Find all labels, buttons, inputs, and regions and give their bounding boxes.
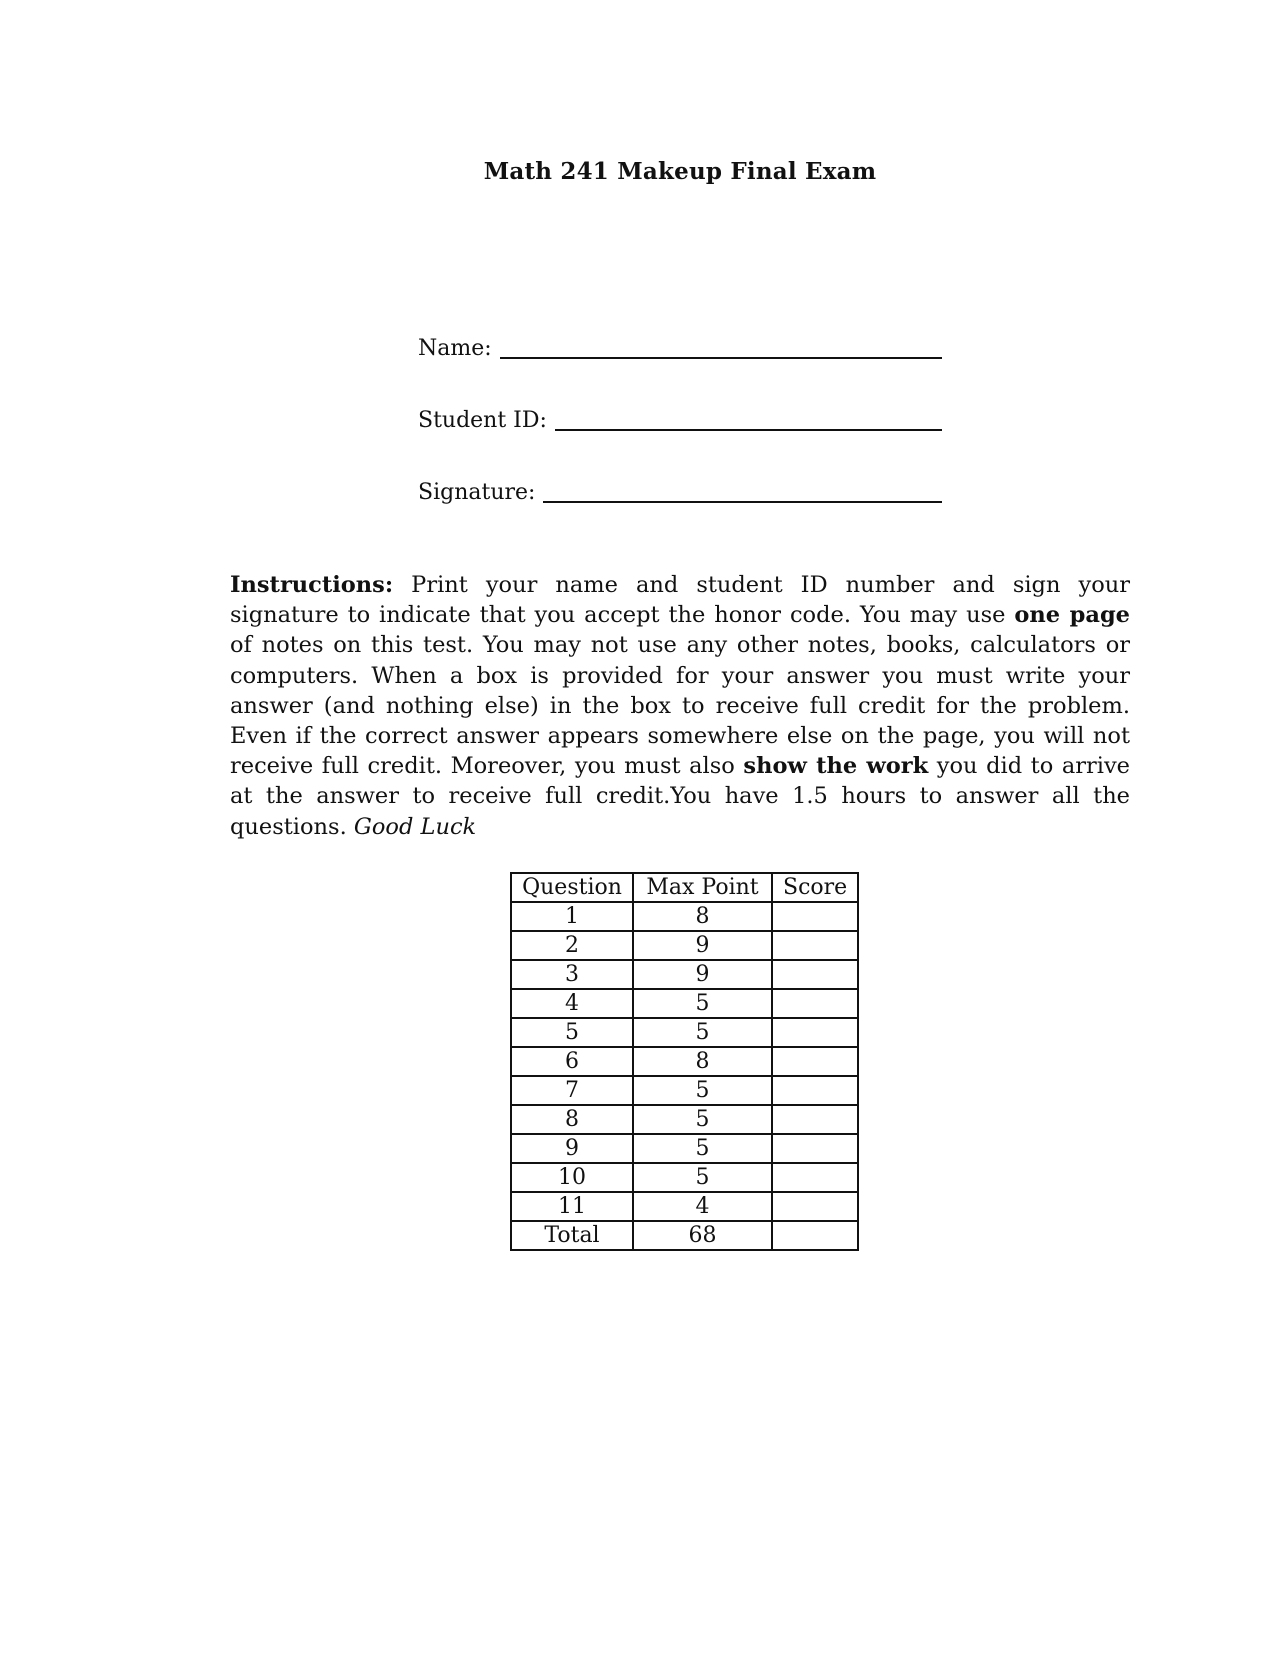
table-row: [511, 1192, 858, 1221]
instructions-emphasis-1: one page: [1014, 602, 1130, 629]
max-point-cell: 9: [633, 960, 772, 989]
student-id-line: [555, 428, 942, 431]
question-cell: 6: [511, 1047, 633, 1076]
total-max-point-cell: 68: [633, 1221, 772, 1250]
max-point-cell: 5: [633, 1076, 772, 1105]
question-cell: 8: [511, 1105, 633, 1134]
max-point-cell: 5: [633, 1134, 772, 1163]
signature-label: Signature:: [418, 480, 536, 505]
table-row: [511, 1047, 858, 1076]
instructions-text-3: you did to arrive at the answer to receive full credit.You have 1.5 hours to answer all the questions.: [230, 753, 1130, 840]
max-point-cell: 8: [633, 902, 772, 931]
page-title: Math 241 Makeup Final Exam: [483, 158, 877, 185]
total-score-cell: [772, 1221, 858, 1250]
score-cell: [772, 1047, 858, 1076]
instructions-heading: Instructions:: [230, 572, 394, 598]
score-cell: [772, 1076, 858, 1105]
student-id-label: Student ID:: [418, 408, 547, 433]
score-cell: [772, 1163, 858, 1192]
question-cell: 5: [511, 1018, 633, 1047]
table-row: [511, 1018, 858, 1047]
max-point-cell: 5: [633, 989, 772, 1018]
max-point-cell: 5: [633, 1163, 772, 1192]
table-row: [511, 989, 858, 1018]
instructions-closing: Good Luck: [353, 813, 477, 840]
instructions-text-2: of notes on this test. You may not use any other notes, books, calculators or computers. When a box is provided for your answer you must write your answer (and nothing else) in the box to receive full credit for the problem. Even if the correct answer appears somewhere else on the page, you will not receive full credit. Moreover, you must also: [230, 632, 1130, 780]
score-cell: [772, 1134, 858, 1163]
name-field: [418, 330, 942, 360]
table-row: [511, 960, 858, 989]
max-point-cell: 5: [633, 1018, 772, 1047]
instructions-text-1: Print your name and student ID number and sign your signature to indicate that you accept the honor code. You may use: [230, 572, 1130, 629]
header-max-point: Max Point: [633, 873, 772, 902]
question-cell: 10: [511, 1163, 633, 1192]
table-row: [511, 1134, 858, 1163]
name-label: Name:: [418, 336, 492, 361]
question-cell: 4: [511, 989, 633, 1018]
header-question: Question: [511, 873, 633, 902]
instructions-paragraph: [230, 570, 1130, 842]
score-cell: [772, 931, 858, 960]
score-cell: [772, 960, 858, 989]
score-cell: [772, 1018, 858, 1047]
signature-field: [418, 474, 942, 504]
question-cell: 11: [511, 1192, 633, 1221]
question-cell: 2: [511, 931, 633, 960]
student-info-fields: [418, 330, 942, 546]
max-point-cell: 9: [633, 931, 772, 960]
question-cell: 9: [511, 1134, 633, 1163]
table-row: [511, 931, 858, 960]
table-row: [511, 1163, 858, 1192]
score-cell: [772, 989, 858, 1018]
max-point-cell: 4: [633, 1192, 772, 1221]
score-cell: [772, 902, 858, 931]
score-table: [510, 872, 859, 1251]
table-row: [511, 1076, 858, 1105]
total-label-cell: Total: [511, 1221, 633, 1250]
max-point-cell: 5: [633, 1105, 772, 1134]
score-cell: [772, 1105, 858, 1134]
signature-line: [543, 500, 942, 503]
question-cell: 7: [511, 1076, 633, 1105]
question-cell: 1: [511, 902, 633, 931]
name-line: [500, 356, 942, 359]
table-total-row: [511, 1221, 858, 1250]
table-header-row: [511, 873, 858, 902]
table-row: [511, 902, 858, 931]
header-score: Score: [772, 873, 858, 902]
instructions-emphasis-2: show the work: [743, 753, 929, 780]
table-row: [511, 1105, 858, 1134]
max-point-cell: 8: [633, 1047, 772, 1076]
score-cell: [772, 1192, 858, 1221]
student-id-field: [418, 402, 942, 432]
question-cell: 3: [511, 960, 633, 989]
